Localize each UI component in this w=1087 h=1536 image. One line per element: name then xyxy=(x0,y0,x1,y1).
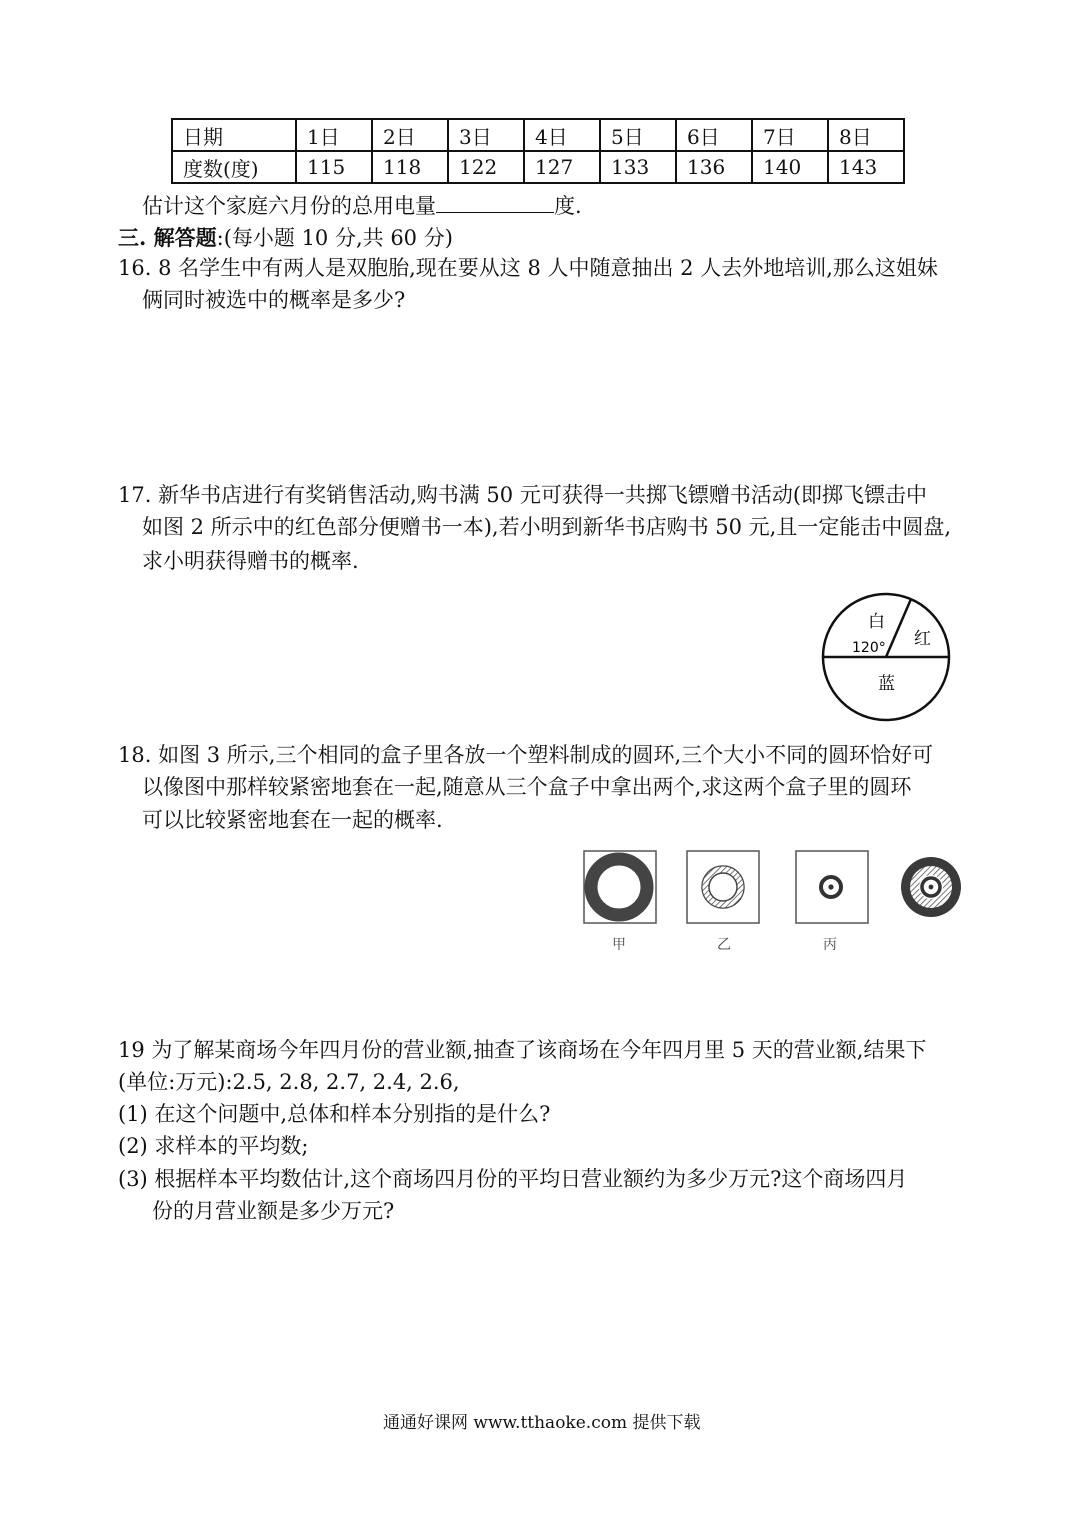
table-cell-day: 5日 xyxy=(600,119,676,151)
table-cell-reading: 115 xyxy=(296,151,372,183)
table-cell-reading: 122 xyxy=(448,151,524,183)
table-cell-reading: 140 xyxy=(752,151,828,183)
section-title: 三. 解答题 xyxy=(118,225,217,250)
label-blue: 蓝 xyxy=(878,674,895,694)
q18-line-2: 以像图中那样较紧密地套在一起,随意从三个盒子中拿出两个,求这两个盒子里的圆环 xyxy=(142,775,912,799)
nested-center xyxy=(929,885,934,890)
table-cell-reading: 136 xyxy=(676,151,752,183)
table-header-reading: 度数(度) xyxy=(172,151,296,183)
q16-line-1: 16. 8 名学生中有两人是双胞胎,现在要从这 8 人中随意抽出 2 人去外地培训,那么这姐妹 xyxy=(118,256,938,280)
table-row-days xyxy=(172,119,904,151)
q19-sub-1: (1) 在这个问题中,总体和样本分别指的是什么? xyxy=(118,1102,551,1126)
table-cell-day: 8日 xyxy=(828,119,904,151)
ring-a xyxy=(591,859,647,915)
table-cell-reading: 133 xyxy=(600,151,676,183)
table-cell-day: 2日 xyxy=(372,119,448,151)
q15-text-before: 估计这个家庭六月份的总用电量 xyxy=(142,194,436,218)
q19-sub-3a: (3) 根据样本平均数估计,这个商场四月份的平均日营业额约为多少万元?这个商场四月 xyxy=(118,1167,908,1191)
answer-blank xyxy=(436,192,554,213)
q19-line-1: 19 为了解某商场今年四月份的营业额,抽查了该商场在今年四月里 5 天的营业额,结果下 xyxy=(118,1038,927,1062)
q18-line-1: 18. 如图 3 所示,三个相同的盒子里各放一个塑料制成的圆环,三个大小不同的圆环恰好可 xyxy=(118,743,934,767)
q16-line-2: 俩同时被选中的概率是多少? xyxy=(142,288,406,312)
table-cell-reading: 118 xyxy=(372,151,448,183)
q17-line-2: 如图 2 所示中的红色部分便赠书一本),若小明到新华书店购书 50 元,且一定能击中圆盘, xyxy=(142,515,951,539)
q19-line-2: (单位:万元):2.5, 2.8, 2.7, 2.4, 2.6, xyxy=(118,1070,460,1094)
label-yi: 乙 xyxy=(717,937,731,953)
table-cell-reading: 127 xyxy=(524,151,600,183)
table-cell-day: 3日 xyxy=(448,119,524,151)
q15-answer-line xyxy=(142,190,582,220)
sector-radius xyxy=(886,599,911,657)
q15-text-after: 度. xyxy=(554,194,582,218)
table-cell-reading: 143 xyxy=(828,151,904,183)
section-heading xyxy=(118,222,453,252)
table-cell-day: 6日 xyxy=(676,119,752,151)
table-header-date: 日期 xyxy=(172,119,296,151)
q17-line-1: 17. 新华书店进行有奖销售活动,购书满 50 元可获得一共掷飞镖赠书活动(即掷飞镖击中 xyxy=(118,483,928,507)
table-row-readings xyxy=(172,151,904,183)
q18-line-3: 可以比较紧密地套在一起的概率. xyxy=(142,808,443,832)
ring-c-center xyxy=(828,884,833,889)
rings-figure xyxy=(578,845,974,960)
label-bing: 丙 xyxy=(823,937,837,953)
electricity-table xyxy=(171,118,905,184)
dartboard-figure xyxy=(818,590,954,724)
table-cell-day: 1日 xyxy=(296,119,372,151)
q19-sub-3b: 份的月营业额是多少万元? xyxy=(152,1199,395,1223)
table-cell-day: 4日 xyxy=(524,119,600,151)
label-jia: 甲 xyxy=(612,937,626,953)
label-white: 白 xyxy=(868,612,885,632)
table-cell-day: 7日 xyxy=(752,119,828,151)
page-footer: 通通好课网 www.tthaoke.com 提供下载 xyxy=(383,1413,701,1433)
label-angle: 120° xyxy=(852,640,886,656)
q17-line-3: 求小明获得赠书的概率. xyxy=(142,549,359,573)
q19-sub-2: (2) 求样本的平均数; xyxy=(118,1134,309,1158)
label-red: 红 xyxy=(914,629,931,649)
section-note: :(每小题 10 分,共 60 分) xyxy=(216,226,453,250)
